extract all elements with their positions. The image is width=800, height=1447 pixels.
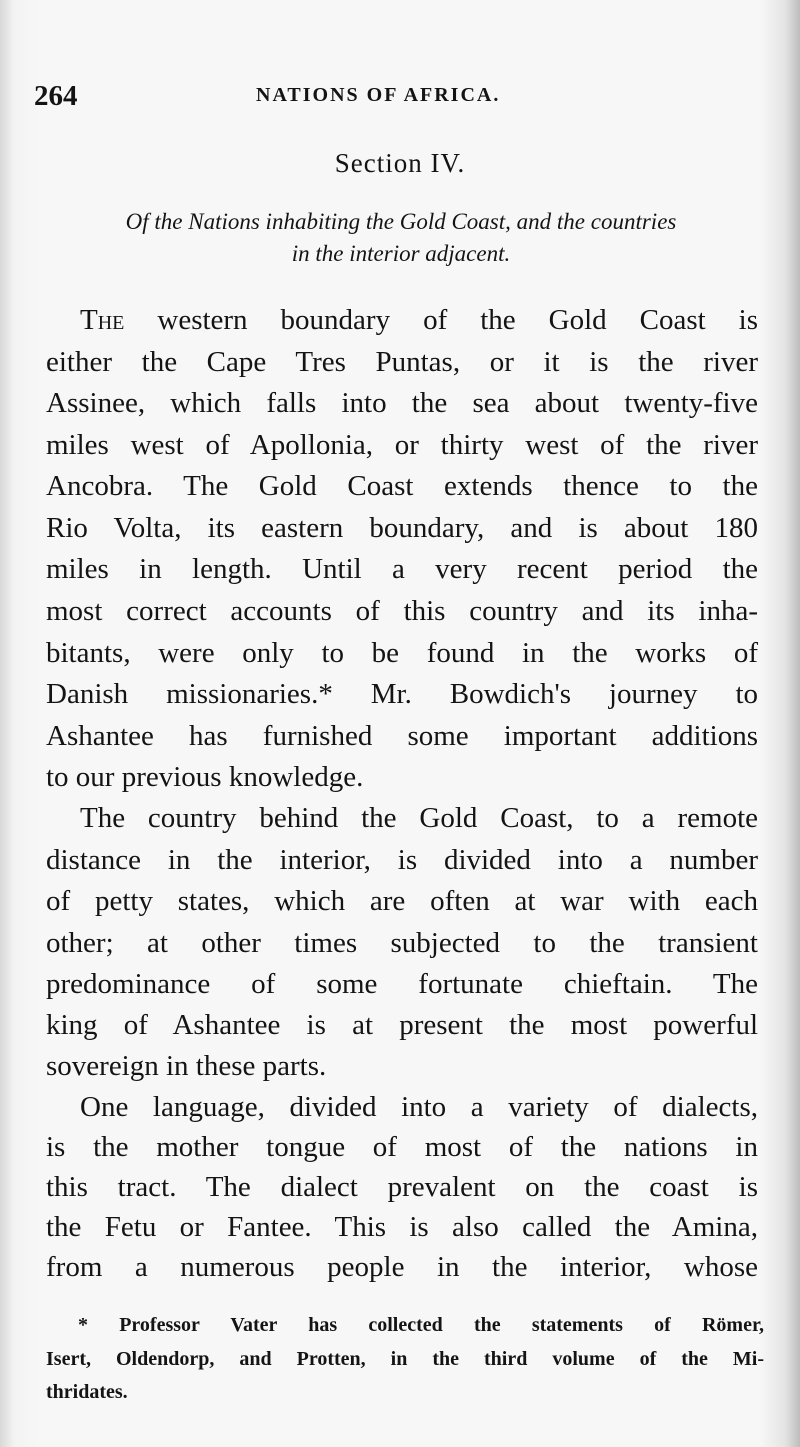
body-text-line: The country behind the Gold Coast, to a remote — [80, 802, 758, 834]
body-text-line: the Fetu or Fantee. This is also called the Amina, — [46, 1211, 758, 1243]
body-text-line: other; at other times subjected to the transient — [46, 927, 758, 959]
body-text-line: miles west of Apollonia, or thirty west of the river — [46, 429, 758, 461]
body-text-line — [80, 303, 758, 337]
body-text-line: Ashantee has furnished some important additions — [46, 720, 758, 752]
body-text-line: miles in length. Until a very recent period the — [46, 553, 758, 585]
body-text-line: distance in the interior, is divided into a number — [46, 844, 758, 876]
body-text-line: predominance of some fortunate chieftain. The — [46, 968, 758, 1000]
footnote-line: thridates. — [46, 1381, 128, 1403]
body-text-fragment: western boundary of the Gold Coast is — [157, 304, 759, 336]
body-text-line: most correct accounts of this country and its inha- — [46, 595, 758, 627]
running-title: NATIONS OF AFRICA. — [256, 84, 501, 106]
page-number: 264 — [34, 80, 78, 112]
body-text-line: bitants, were only to be found in the works of — [46, 637, 758, 669]
section-title: Section IV. — [334, 148, 466, 178]
section-subtitle-line: in the interior adjacent. — [291, 241, 511, 266]
section-subtitle — [40, 206, 762, 270]
footnote-line: * Professor Vater has collected the statements of Römer, — [78, 1314, 764, 1336]
body-text-line: either the Cape Tres Puntas, or it is the river — [46, 346, 758, 378]
section-subtitle-line: Of the Nations inhabiting the Gold Coast, and the countries — [125, 209, 677, 234]
body-text-line: from a numerous people in the interior, whose — [46, 1251, 758, 1283]
footnote-line: Isert, Oldendorp, and Protten, in the third volume of the Mi- — [46, 1348, 764, 1370]
body-text-line: Assinee, which falls into the sea about twenty-five — [46, 387, 758, 419]
body-text-line: is the mother tongue of most of the nations in — [46, 1131, 758, 1163]
body-text-line: Danish missionaries.* Mr. Bowdich's journey to — [46, 678, 758, 710]
body-text-line: this tract. The dialect prevalent on the coast is — [46, 1171, 758, 1203]
body-text-line: One language, divided into a variety of dialects, — [80, 1091, 758, 1123]
body-text-line: of petty states, which are often at war with each — [46, 885, 758, 917]
body-text-line: Ancobra. The Gold Coast extends thence to the — [46, 470, 758, 502]
body-text-line: king of Ashantee is at present the most powerful — [46, 1009, 758, 1041]
body-text-line: Rio Volta, its eastern boundary, and is about 180 — [46, 512, 758, 544]
drop-word: The — [80, 304, 125, 336]
body-text-line: sovereign in these parts. — [46, 1050, 327, 1082]
body-text-line: to our previous knowledge. — [46, 761, 364, 793]
